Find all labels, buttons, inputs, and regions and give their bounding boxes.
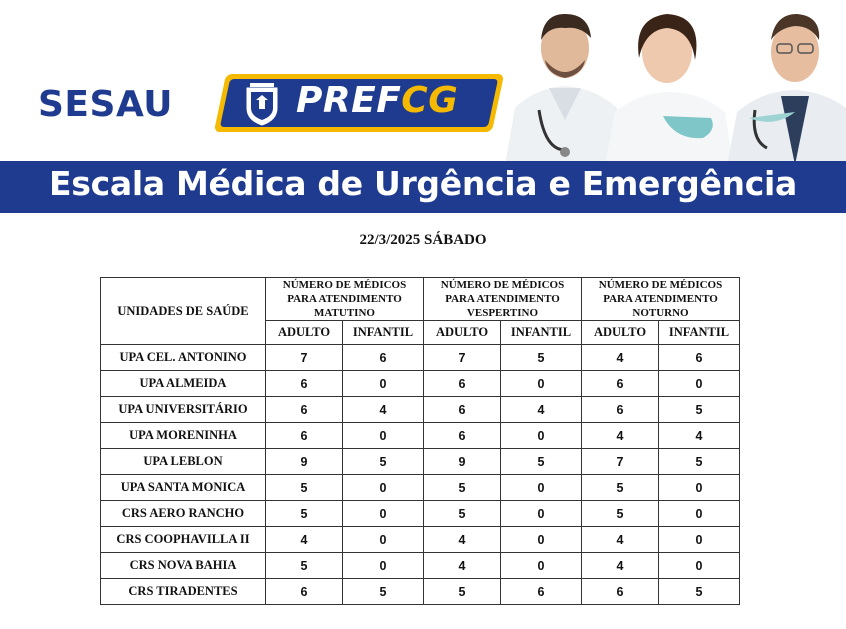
doctor-count-cell: 6 <box>424 371 501 397</box>
sub-header-adulto: ADULTO <box>582 321 659 345</box>
doctor-count-cell: 4 <box>343 397 424 423</box>
doctor-count-cell: 6 <box>343 345 424 371</box>
group-header-line: PARA ATENDIMENTO <box>603 293 718 305</box>
doctor-count-cell: 5 <box>659 397 740 423</box>
sub-header-infantil: INFANTIL <box>501 321 582 345</box>
doctor-count-cell: 7 <box>424 345 501 371</box>
group-header-line: NÚMERO DE MÉDICOS <box>440 279 565 291</box>
doctor-count-cell: 5 <box>659 579 740 605</box>
group-header-line: MATUTINO <box>314 307 375 319</box>
doctor-count-cell: 0 <box>343 527 424 553</box>
doctor-count-cell: 5 <box>501 449 582 475</box>
doctor-count-cell: 7 <box>582 449 659 475</box>
unit-name-cell: CRS TIRADENTES <box>101 579 266 605</box>
doctor-count-cell: 4 <box>659 423 740 449</box>
table-row <box>101 501 740 527</box>
doctor-count-cell: 0 <box>501 527 582 553</box>
doctor-count-cell: 0 <box>659 553 740 579</box>
doctor-count-cell: 0 <box>501 501 582 527</box>
doctor-count-cell: 0 <box>659 527 740 553</box>
doctor-count-cell: 0 <box>343 553 424 579</box>
doctor-count-cell: 5 <box>582 475 659 501</box>
doctor-count-cell: 4 <box>501 397 582 423</box>
doctor-count-cell: 5 <box>582 501 659 527</box>
doctor-count-cell: 0 <box>501 553 582 579</box>
unit-column-header: UNIDADES DE SAÚDE <box>101 278 266 345</box>
doctor-count-cell: 5 <box>266 553 343 579</box>
doctor-count-cell: 0 <box>343 501 424 527</box>
doctor-count-cell: 6 <box>582 579 659 605</box>
prefcg-logo-main: PREF <box>296 80 402 121</box>
doctor-count-cell: 5 <box>343 579 424 605</box>
doctor-count-cell: 4 <box>266 527 343 553</box>
schedule-table <box>100 277 740 605</box>
doctor-count-cell: 0 <box>501 475 582 501</box>
group-header-line: NÚMERO DE MÉDICOS <box>282 279 407 291</box>
doctor-count-cell: 0 <box>343 475 424 501</box>
table-row <box>101 423 740 449</box>
group-header-noturno <box>582 278 740 321</box>
table-row <box>101 553 740 579</box>
doctor-count-cell: 6 <box>424 423 501 449</box>
prefcg-logo-text <box>296 80 458 121</box>
doctor-count-cell: 4 <box>424 553 501 579</box>
unit-name-cell: UPA CEL. ANTONINO <box>101 345 266 371</box>
doctor-count-cell: 5 <box>266 475 343 501</box>
table-row <box>101 371 740 397</box>
group-header-matutino <box>266 278 424 321</box>
doctor-count-cell: 0 <box>343 423 424 449</box>
doctor-count-cell: 9 <box>424 449 501 475</box>
group-header-line: NÚMERO DE MÉDICOS <box>598 279 723 291</box>
group-header-line: VESPERTINO <box>466 307 539 319</box>
unit-name-cell: UPA MORENINHA <box>101 423 266 449</box>
doctor-count-cell: 6 <box>266 579 343 605</box>
schedule-date: 22/3/2025 SÁBADO <box>359 232 487 248</box>
doctor-count-cell: 4 <box>424 527 501 553</box>
group-header-line: PARA ATENDIMENTO <box>445 293 560 305</box>
doctor-count-cell: 6 <box>266 371 343 397</box>
prefcg-logo-accent: CG <box>401 80 459 121</box>
doctor-count-cell: 5 <box>343 449 424 475</box>
sub-header-infantil: INFANTIL <box>343 321 424 345</box>
unit-name-cell: UPA LEBLON <box>101 449 266 475</box>
unit-name-cell: UPA ALMEIDA <box>101 371 266 397</box>
doctor-count-cell: 0 <box>659 501 740 527</box>
doctor-count-cell: 4 <box>582 345 659 371</box>
table-row <box>101 397 740 423</box>
doctor-count-cell: 5 <box>424 579 501 605</box>
doctor-count-cell: 6 <box>582 371 659 397</box>
unit-name-cell: CRS NOVA BAHIA <box>101 553 266 579</box>
table-row <box>101 527 740 553</box>
unit-name-cell: CRS COOPHAVILLA II <box>101 527 266 553</box>
table-row <box>101 345 740 371</box>
doctor-count-cell: 4 <box>582 423 659 449</box>
doctor-count-cell: 0 <box>501 371 582 397</box>
doctor-count-cell: 0 <box>501 423 582 449</box>
table-row <box>101 449 740 475</box>
doctor-count-cell: 4 <box>582 527 659 553</box>
doctor-count-cell: 5 <box>501 345 582 371</box>
doctor-count-cell: 4 <box>582 553 659 579</box>
doctor-count-cell: 6 <box>501 579 582 605</box>
sub-header-adulto: ADULTO <box>424 321 501 345</box>
doctors-photo <box>505 0 846 165</box>
group-header-line: NOTURNO <box>632 307 689 319</box>
doctor-count-cell: 6 <box>424 397 501 423</box>
doctor-count-cell: 9 <box>266 449 343 475</box>
doctor-count-cell: 7 <box>266 345 343 371</box>
unit-name-cell: CRS AERO RANCHO <box>101 501 266 527</box>
unit-name-cell: UPA SANTA MONICA <box>101 475 266 501</box>
sub-header-infantil: INFANTIL <box>659 321 740 345</box>
doctor-count-cell: 6 <box>659 345 740 371</box>
city-crest-icon <box>244 82 280 126</box>
sub-header-adulto: ADULTO <box>266 321 343 345</box>
group-header-vespertino <box>424 278 582 321</box>
sesau-logo-text: SESAU <box>38 84 173 125</box>
doctor-count-cell: 5 <box>266 501 343 527</box>
doctor-count-cell: 0 <box>659 475 740 501</box>
page-title: Escala Médica de Urgência e Emergência <box>49 164 797 203</box>
group-header-line: PARA ATENDIMENTO <box>287 293 402 305</box>
doctor-count-cell: 5 <box>424 501 501 527</box>
unit-name-cell: UPA UNIVERSITÁRIO <box>101 397 266 423</box>
doctor-count-cell: 5 <box>659 449 740 475</box>
table-group-header-row <box>101 278 740 321</box>
table-row <box>101 475 740 501</box>
doctor-count-cell: 0 <box>659 371 740 397</box>
table-row <box>101 579 740 605</box>
doctor-count-cell: 0 <box>343 371 424 397</box>
doctor-count-cell: 6 <box>266 423 343 449</box>
doctor-count-cell: 5 <box>424 475 501 501</box>
table-body <box>101 345 740 605</box>
doctor-count-cell: 6 <box>266 397 343 423</box>
doctor-count-cell: 6 <box>582 397 659 423</box>
